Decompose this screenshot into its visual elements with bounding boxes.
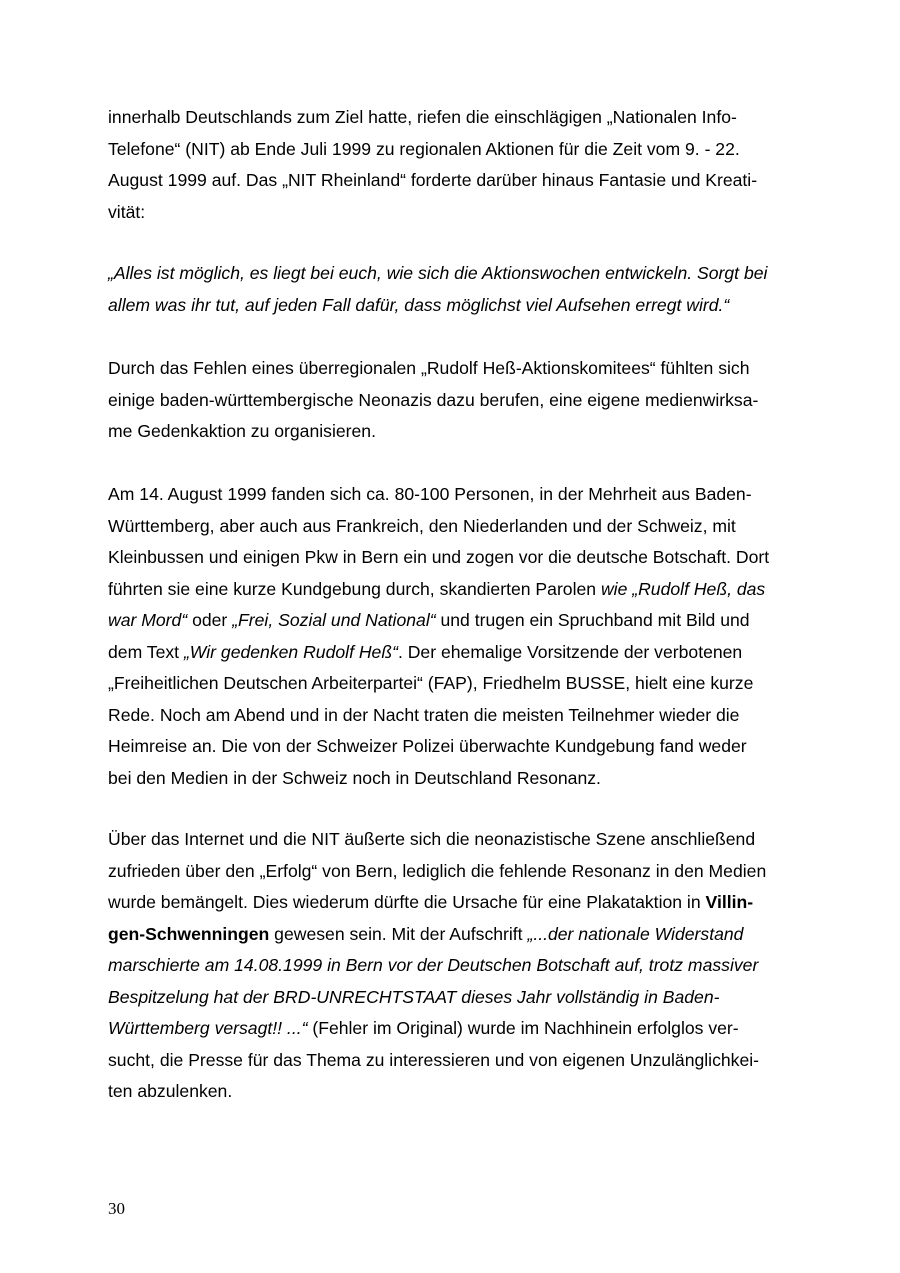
text-line — [108, 258, 767, 290]
text-line — [108, 134, 757, 166]
text-run: Am 14. August 1999 fanden sich ca. 80-100 Personen, in der Mehrheit aus Baden- — [108, 484, 752, 504]
text-run: me Gedenkaktion zu organisieren. — [108, 421, 376, 441]
text-run: „Freiheitlichen Deutschen Arbeiterpartei“ (FAP), Friedhelm BUSSE, hielt eine kurze — [108, 673, 754, 693]
paragraph-aktionskomitee — [108, 353, 758, 448]
text-line — [108, 165, 757, 197]
text-run: allem was ihr tut, auf jeden Fall dafür, dass möglichst viel Aufsehen erregt wird.“ — [108, 294, 730, 315]
text-run: „...der nationale Widerstand — [527, 923, 744, 944]
text-run: wurde bemängelt. Dies wiederum dürfte die Ursache für eine Plakataktion in — [108, 892, 706, 912]
text-line — [108, 1045, 766, 1077]
text-line — [108, 353, 758, 385]
text-line — [108, 479, 769, 511]
text-run: „Wir gedenken Rudolf Heß“ — [183, 641, 398, 662]
text-run: oder — [187, 610, 233, 630]
text-line — [108, 950, 766, 982]
paragraph-quote-nit-rheinland — [108, 258, 767, 321]
text-line — [108, 856, 766, 888]
text-line — [108, 982, 766, 1014]
text-run: Über das Internet und die NIT äußerte sich die neonazistische Szene anschließend — [108, 829, 756, 849]
text-line — [108, 605, 769, 637]
text-run: gen-Schwenningen — [108, 923, 270, 944]
text-run: „Alles ist möglich, es liegt bei euch, wie sich die Aktionswochen entwickeln. Sorgt bei — [108, 263, 768, 283]
text-run: vität: — [108, 201, 146, 222]
paragraph-internet-reaction — [108, 824, 766, 1108]
text-run: bei den Medien in der Schweiz noch in Deutschland Resonanz. — [108, 767, 601, 788]
text-run: innerhalb Deutschlands zum Ziel hatte, riefen die einschlägigen „Nationalen Info- — [108, 107, 737, 127]
text-run: führten sie eine kurze Kundgebung durch, skandierten Parolen — [108, 578, 601, 599]
text-run: Württemberg versagt!! ...“ — [108, 1018, 308, 1038]
text-run: marschierte am 14.08.1999 in Bern vor der Deutschen Botschaft auf, trotz massiver — [108, 955, 759, 975]
text-run: ten abzulenken. — [108, 1081, 233, 1101]
text-line — [108, 385, 758, 417]
paragraph-bern-rally — [108, 479, 769, 794]
text-run: Telefone“ (NIT) ab Ende Juli 1999 zu regionalen Aktionen für die Zeit vom 9. - 22. — [108, 138, 740, 159]
text-run: wie „Rudolf Heß, das — [600, 578, 766, 599]
text-line — [108, 700, 769, 732]
text-run: „Frei, Sozial und National“ — [232, 610, 436, 630]
text-line — [108, 511, 769, 543]
text-run: einige baden-württembergische Neonazis dazu berufen, eine eigene medienwirksa- — [108, 389, 759, 410]
text-line — [108, 416, 758, 448]
page-number: 30 — [108, 1199, 125, 1218]
text-run: . Der ehemalige Vorsitzende der verbotenen — [397, 641, 743, 662]
text-line — [108, 102, 757, 134]
text-run: war Mord“ — [108, 610, 188, 630]
text-run: Rede. Noch am Abend und in der Nacht traten die meisten Teilnehmer wieder die — [108, 704, 740, 725]
text-run: zufrieden über den „Erfolg“ von Bern, lediglich die fehlende Resonanz in den Medien — [108, 860, 767, 881]
text-run: August 1999 auf. Das „NIT Rheinland“ forderte darüber hinaus Fantasie und Kreati- — [108, 170, 758, 190]
text-run: Durch das Fehlen eines überregionalen „Rudolf Heß-Aktionskomitees“ fühlten sich — [108, 358, 750, 378]
text-line — [108, 824, 766, 856]
text-line — [108, 887, 766, 919]
text-line — [108, 731, 769, 763]
text-run: Württemberg, aber auch aus Frankreich, den Niederlanden und der Schweiz, mit — [108, 515, 736, 536]
text-line — [108, 197, 757, 229]
text-line — [108, 919, 766, 951]
text-line — [108, 290, 767, 322]
text-run: und trugen ein Spruchband mit Bild und — [435, 610, 750, 630]
text-line — [108, 1076, 766, 1108]
text-line — [108, 763, 769, 795]
text-run: dem Text — [108, 641, 184, 662]
text-line — [108, 1013, 766, 1045]
text-run: (Fehler im Original) wurde im Nachhinein erfolglos ver- — [307, 1018, 739, 1038]
paragraph-nit-call — [108, 102, 757, 228]
text-line — [108, 668, 769, 700]
text-line — [108, 574, 769, 606]
text-run: Villin- — [705, 892, 754, 912]
text-run: Heimreise an. Die von der Schweizer Polizei überwachte Kundgebung fand weder — [108, 736, 747, 756]
text-run: Kleinbussen und einigen Pkw in Bern ein und zogen vor die deutsche Botschaft. Dort — [108, 547, 770, 567]
text-run: Bespitzelung hat der BRD-UNRECHTSTAAT dieses Jahr vollständig in Baden- — [108, 986, 720, 1007]
text-run: sucht, die Presse für das Thema zu interessieren und von eigenen Unzulänglichkei- — [108, 1049, 760, 1070]
text-run: gewesen sein. Mit der Aufschrift — [269, 923, 528, 944]
text-line — [108, 542, 769, 574]
text-line — [108, 637, 769, 669]
